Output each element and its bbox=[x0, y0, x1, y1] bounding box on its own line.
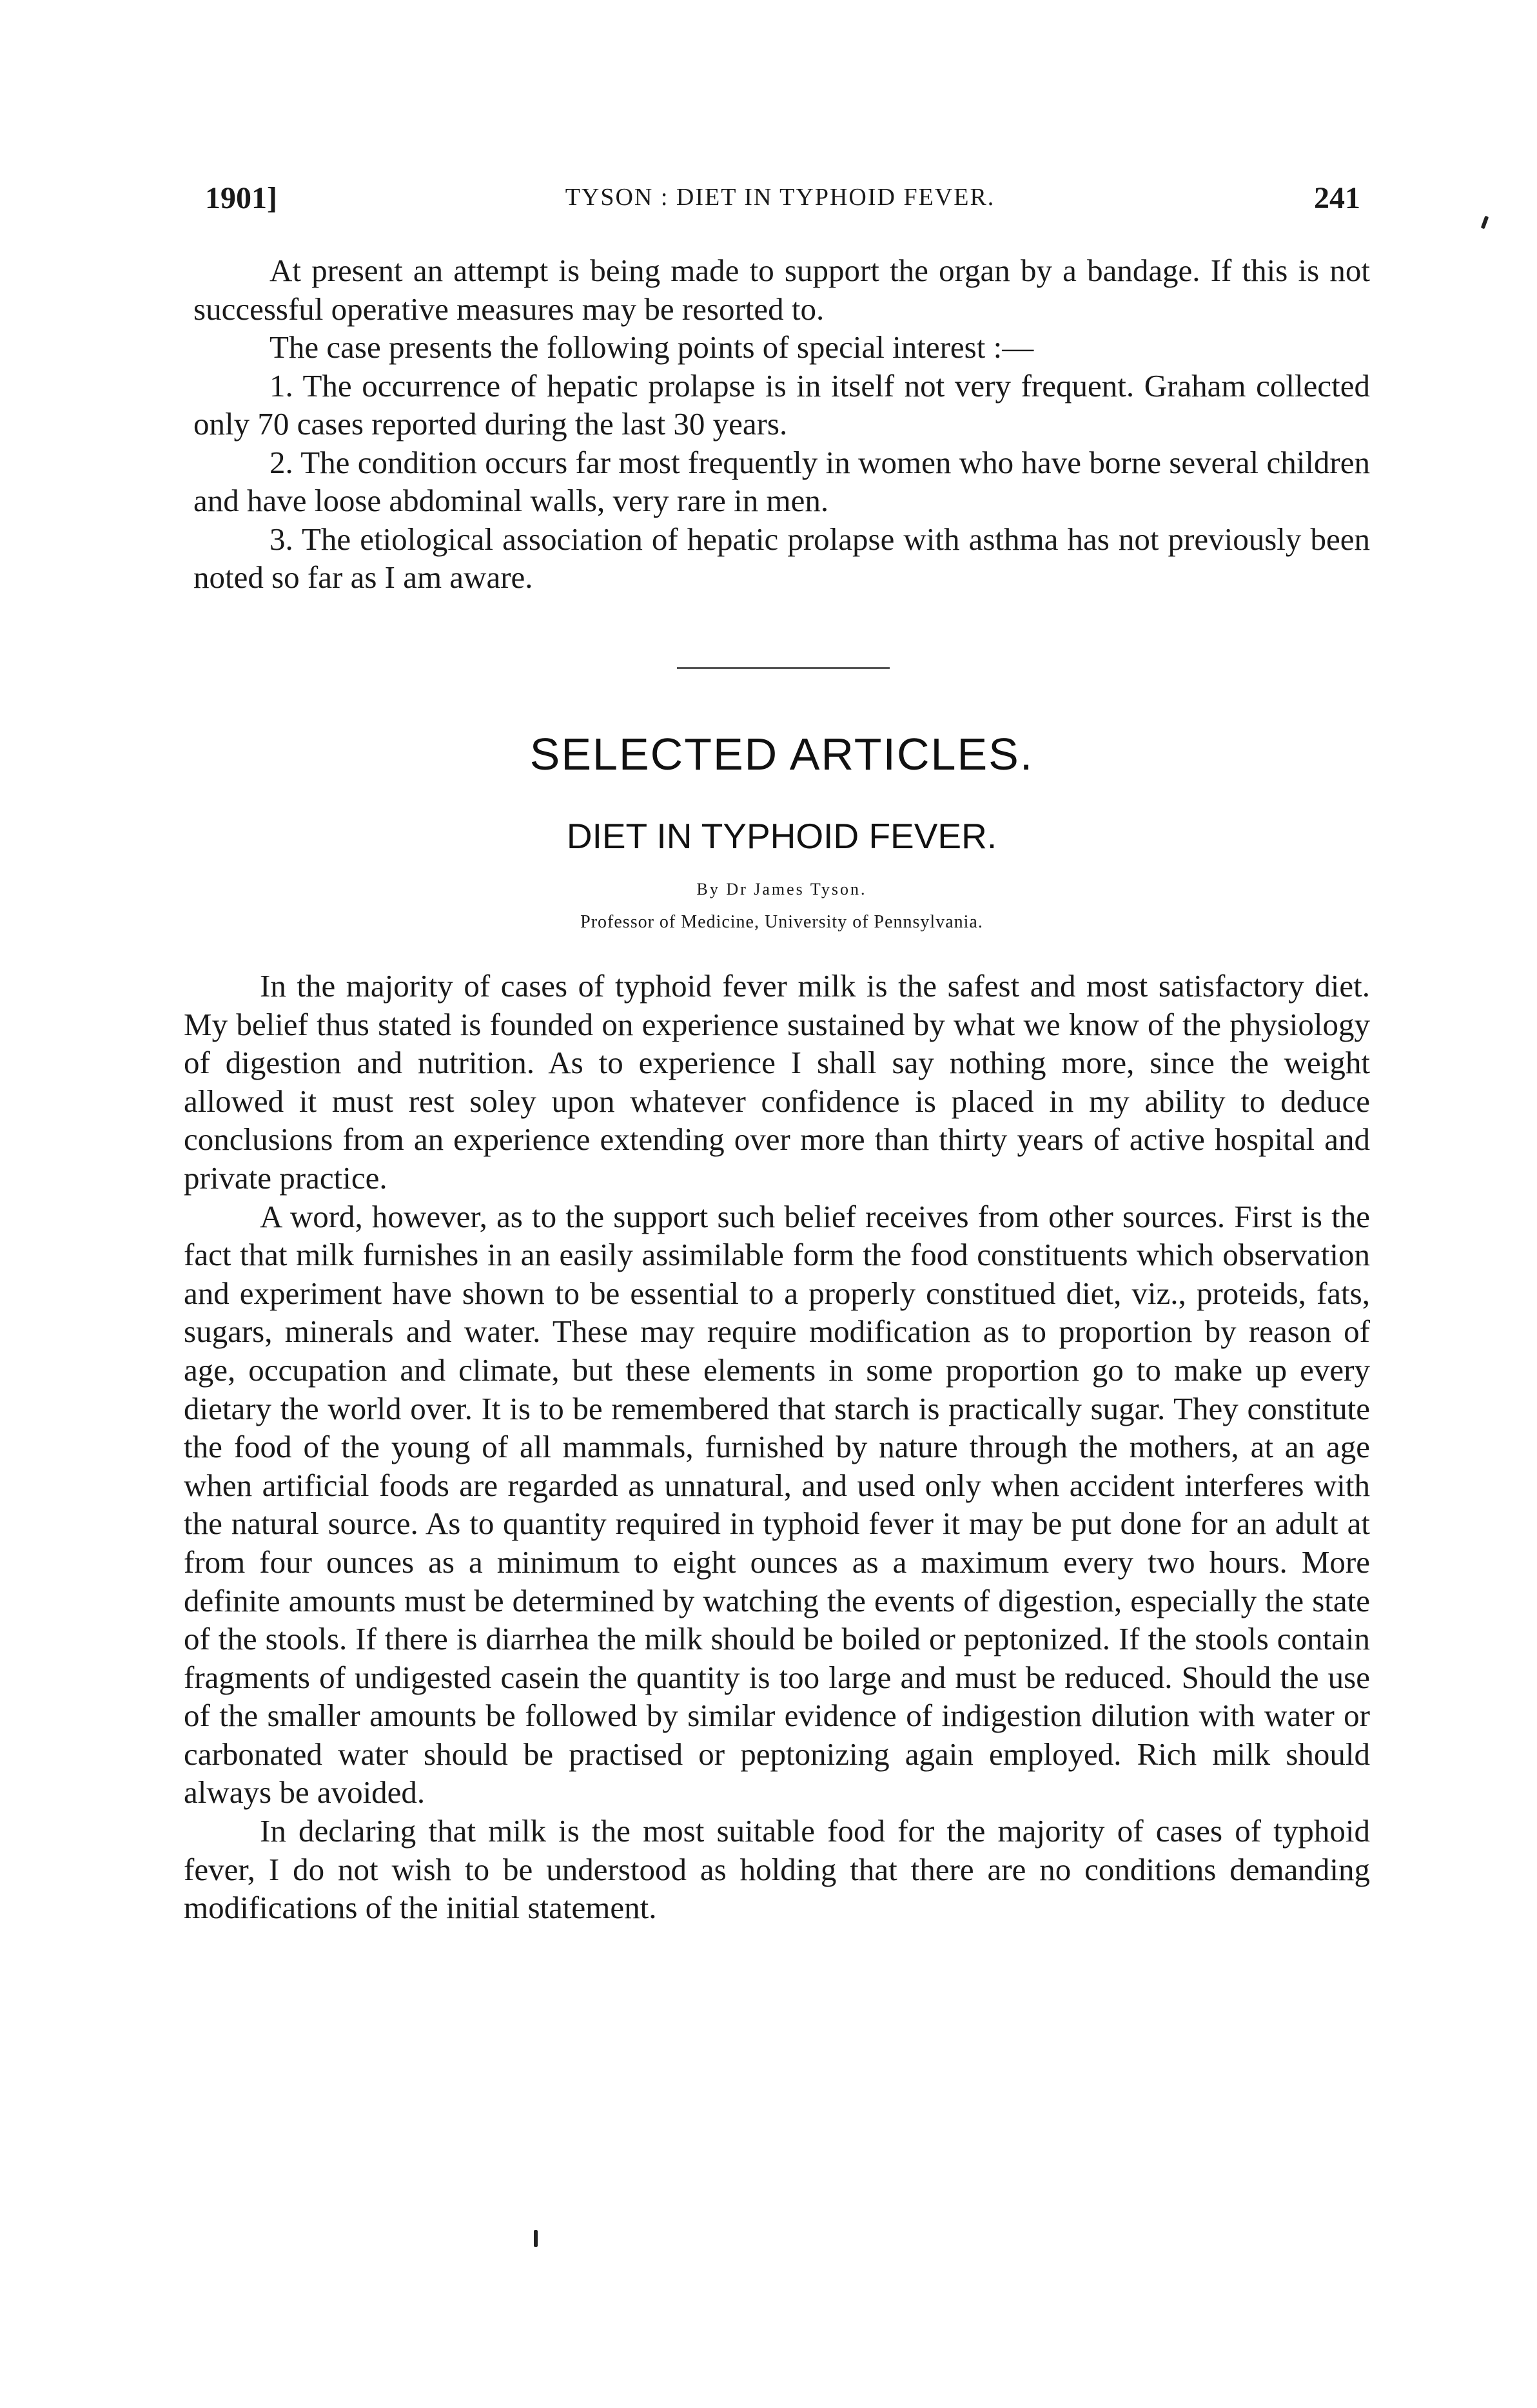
numbered-point: 2. The condition occurs far most frequently in women who have borne several children and have loose abdominal walls, very rare in men. bbox=[193, 444, 1370, 518]
page-number: 241 bbox=[1314, 181, 1360, 215]
article-byline: By Dr James Tyson. bbox=[696, 880, 867, 898]
running-header bbox=[200, 180, 1360, 226]
section-divider bbox=[677, 667, 890, 669]
ink-speck bbox=[534, 2230, 538, 2247]
ink-speck bbox=[1481, 216, 1489, 229]
paragraph: In the majority of cases of typhoid fever milk is the safest and most satisfactory diet. My belief thus stated is founded on experience sustained by what we know of the physiology of digestion and nutrition. As to experience I shall say nothing more, since the weight allowed it must rest soley upon whatever confidence is placed in my ability to deduce conclusions from an experience extending over more than thirty years of active hospital and private practice. bbox=[184, 968, 1370, 1196]
section-heading: SELECTED ARTICLES. bbox=[529, 729, 1034, 779]
numbered-point: 3. The etiological association of hepatic prolapse with asthma has not previously been noted so far as I am aware. bbox=[193, 521, 1370, 595]
paragraph: The case presents the following points of special interest :— bbox=[269, 329, 1034, 365]
numbered-point: 1. The occurrence of hepatic prolapse is in itself not very frequent. Graham collected only 70 cases reported during the last 30 years. bbox=[193, 367, 1370, 442]
author-affiliation: Professor of Medicine, University of Pennsylvania. bbox=[580, 912, 983, 932]
article-body bbox=[184, 967, 1370, 1927]
header-year: 1901] bbox=[205, 181, 277, 215]
header-title: TYSON : DIET IN TYPHOID FEVER. bbox=[565, 184, 995, 211]
article-title: DIET IN TYPHOID FEVER. bbox=[566, 816, 997, 856]
paragraph: At present an attempt is being made to support the organ by a bandage. If this is not successful operative measures may be resorted to. bbox=[193, 253, 1370, 327]
paragraph: In declaring that milk is the most suitable food for the majority of cases of typhoid fever, I do not wish to be understood as holding that there are no conditions demanding modifications of the initial statement. bbox=[184, 1813, 1370, 1926]
previous-article-text bbox=[193, 251, 1370, 597]
paragraph: A word, however, as to the support such belief receives from other sources. First is the fact that milk furnishes in an easily assimilable form the food constituents which observation and experiment have shown to be essential to a properly constitued diet, viz., proteids, fats, sugars, minerals and water. These may require modification as to proportion by reason of age, occupation and climate, but these elements in some proportion go to make up every dietary the world over. It is to be remembered that starch is practically sugar. They constitute the food of the young of all mammals, furnished by nature through the mothers, at an age when artificial foods are regarded as unnatural, and used only when accident interferes with the natural source. As to quantity required in typhoid fever it may be put done for an adult at from four ounces as a minimum to eight ounces as a maximum every two hours. More definite amounts must be determined by watching the events of digestion, especially the state of the stools. If there is diarrhea the milk should be boiled or peptonized. If the stools contain fragments of undigested casein the quantity is too large and must be reduced. Should the use of the smaller amounts be followed by similar evidence of indigestion dilution with water or carbonated water should be practised or peptonizing again employed. Rich milk should always be avoided. bbox=[184, 1198, 1370, 1811]
